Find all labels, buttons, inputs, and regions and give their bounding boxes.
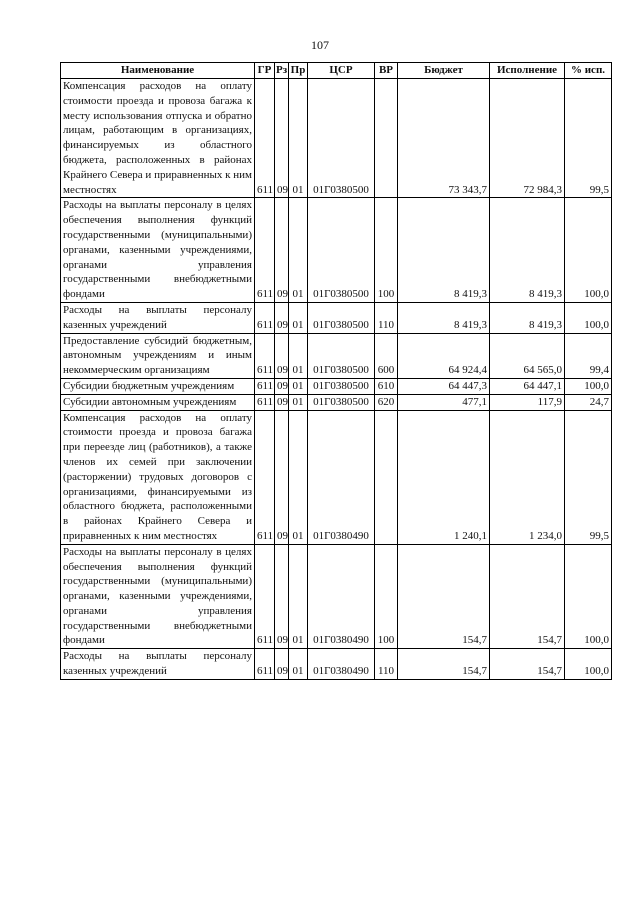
row-rz: 09: [275, 378, 289, 394]
row-name: Расходы на выплаты персоналу казенных учреждений: [61, 649, 255, 680]
row-pr: 01: [289, 378, 308, 394]
row-percent: 99,5: [565, 79, 612, 198]
table-row: [61, 544, 612, 649]
row-budget: 154,7: [398, 544, 490, 649]
table-header-row: [61, 63, 612, 79]
row-gr: 611: [255, 333, 275, 378]
row-vr: 600: [375, 333, 398, 378]
table-row: [61, 79, 612, 198]
table-row: [61, 198, 612, 303]
row-pr: 01: [289, 649, 308, 680]
row-rz: 09: [275, 410, 289, 544]
row-vr: 610: [375, 378, 398, 394]
header-pr: Пр: [289, 63, 308, 79]
header-csr: ЦСР: [308, 63, 375, 79]
row-pr: 01: [289, 544, 308, 649]
row-gr: 611: [255, 79, 275, 198]
row-gr: 611: [255, 394, 275, 410]
header-rz: Рз: [275, 63, 289, 79]
table-row: [61, 649, 612, 680]
row-percent: 24,7: [565, 394, 612, 410]
row-vr: 110: [375, 302, 398, 333]
row-percent: 99,4: [565, 333, 612, 378]
row-execution: 8 419,3: [490, 302, 565, 333]
row-name: Субсидии бюджетным учреждениям: [61, 378, 255, 394]
row-vr: [375, 410, 398, 544]
row-pr: 01: [289, 302, 308, 333]
row-budget: 1 240,1: [398, 410, 490, 544]
row-rz: 09: [275, 333, 289, 378]
row-name: Компенсация расходов на оплату стоимости проезда и провоза багажа к месту использования отпуска и обратно лицам, работающим в организациях, финансируемых из областного бюджета, расположенных в районах Крайнего Севера и приравненных к ним местностях: [61, 79, 255, 198]
table-row: [61, 333, 612, 378]
table-row: [61, 302, 612, 333]
row-gr: 611: [255, 302, 275, 333]
row-csr: 01Г0380500: [308, 198, 375, 303]
table-row: [61, 410, 612, 544]
row-budget: 73 343,7: [398, 79, 490, 198]
row-csr: 01Г0380500: [308, 394, 375, 410]
header-gr: ГР: [255, 63, 275, 79]
page-number: 107: [311, 38, 329, 52]
header-vr: ВР: [375, 63, 398, 79]
row-name: Расходы на выплаты персоналу казенных учреждений: [61, 302, 255, 333]
row-pr: 01: [289, 198, 308, 303]
row-execution: 72 984,3: [490, 79, 565, 198]
row-csr: 01Г0380490: [308, 649, 375, 680]
header-execution: Исполнение: [490, 63, 565, 79]
header-percent: % исп.: [565, 63, 612, 79]
table-row: [61, 378, 612, 394]
row-execution: 117,9: [490, 394, 565, 410]
row-pr: 01: [289, 79, 308, 198]
row-budget: 8 419,3: [398, 302, 490, 333]
row-percent: 100,0: [565, 302, 612, 333]
row-rz: 09: [275, 79, 289, 198]
header-budget: Бюджет: [398, 63, 490, 79]
row-vr: 620: [375, 394, 398, 410]
row-budget: 8 419,3: [398, 198, 490, 303]
row-name: Расходы на выплаты персоналу в целях обеспечения выполнения функций государственными (муниципальными) органами, казенными учреждениями, органами управления государственными внебюджетными фондами: [61, 198, 255, 303]
row-percent: 100,0: [565, 378, 612, 394]
row-rz: 09: [275, 394, 289, 410]
row-budget: 64 447,3: [398, 378, 490, 394]
row-execution: 64 447,1: [490, 378, 565, 394]
row-execution: 8 419,3: [490, 198, 565, 303]
row-csr: 01Г0380500: [308, 378, 375, 394]
row-execution: 1 234,0: [490, 410, 565, 544]
row-rz: 09: [275, 544, 289, 649]
row-vr: [375, 79, 398, 198]
row-name: Предоставление субсидий бюджетным, автономным учреждениям и иным некоммерческим организациям: [61, 333, 255, 378]
row-pr: 01: [289, 410, 308, 544]
row-pr: 01: [289, 394, 308, 410]
row-csr: 01Г0380500: [308, 302, 375, 333]
row-budget: 477,1: [398, 394, 490, 410]
row-pr: 01: [289, 333, 308, 378]
row-name: Компенсация расходов на оплату стоимости проезда и провоза багажа при переезде лиц (работников), а также членов их семей при заключении (расторжении) трудовых договоров с организациями, финансируемыми из областного бюджета, расположенными в районах Крайнего Севера и приравненных к ним местностях: [61, 410, 255, 544]
row-csr: 01Г0380500: [308, 79, 375, 198]
row-percent: 100,0: [565, 544, 612, 649]
row-percent: 100,0: [565, 198, 612, 303]
row-budget: 154,7: [398, 649, 490, 680]
row-percent: 100,0: [565, 649, 612, 680]
row-csr: 01Г0380490: [308, 544, 375, 649]
row-percent: 99,5: [565, 410, 612, 544]
row-name: Расходы на выплаты персоналу в целях обеспечения выполнения функций государственными (муниципальными) органами, казенными учреждениями, органами управления государственными внебюджетными фондами: [61, 544, 255, 649]
row-rz: 09: [275, 302, 289, 333]
table-row: [61, 394, 612, 410]
row-vr: 100: [375, 544, 398, 649]
row-execution: 154,7: [490, 649, 565, 680]
row-budget: 64 924,4: [398, 333, 490, 378]
row-name: Субсидии автономным учреждениям: [61, 394, 255, 410]
row-csr: 01Г0380490: [308, 410, 375, 544]
header-name: Наименование: [61, 63, 255, 79]
row-execution: 64 565,0: [490, 333, 565, 378]
row-execution: 154,7: [490, 544, 565, 649]
budget-table: [60, 62, 612, 680]
row-gr: 611: [255, 378, 275, 394]
row-vr: 110: [375, 649, 398, 680]
row-gr: 611: [255, 544, 275, 649]
row-gr: 611: [255, 410, 275, 544]
row-rz: 09: [275, 649, 289, 680]
row-gr: 611: [255, 649, 275, 680]
row-rz: 09: [275, 198, 289, 303]
row-vr: 100: [375, 198, 398, 303]
row-csr: 01Г0380500: [308, 333, 375, 378]
row-gr: 611: [255, 198, 275, 303]
